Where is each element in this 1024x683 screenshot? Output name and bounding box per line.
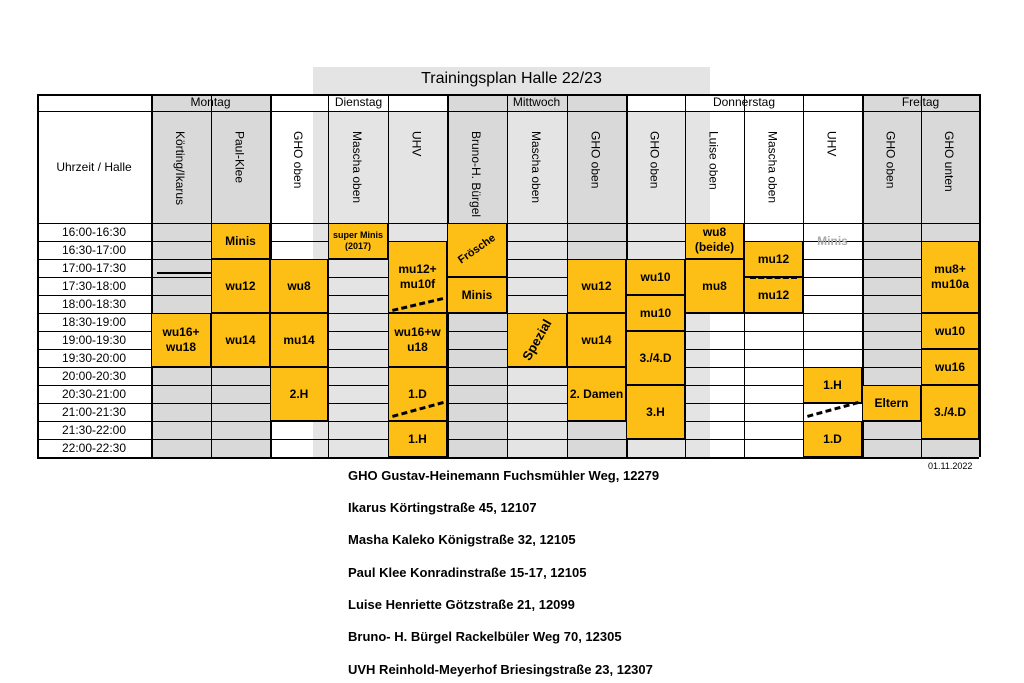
schedule-block-wu14-gho xyxy=(567,313,626,367)
legend-luise: Luise Henriette Götzstraße 21, 12099 xyxy=(348,597,575,612)
schedule-block-eltern xyxy=(862,385,921,421)
block-label: 1.H xyxy=(408,431,427,446)
legend-bruno: Bruno- H. Bürgel Rackelbüler Weg 70, 12305 xyxy=(348,629,622,644)
schedule-block-wu10 xyxy=(626,259,685,295)
block-label: wu14 xyxy=(581,332,612,347)
block-label: 3.H xyxy=(646,404,665,419)
hall-label: UHV xyxy=(409,131,424,157)
schedule-block-h3 xyxy=(626,385,685,439)
hall-label: GHO oben xyxy=(291,131,305,189)
row-line xyxy=(37,259,979,260)
hall-label: Mascha oben xyxy=(350,131,364,204)
block-label: Minis xyxy=(817,233,848,248)
hall-label: Mascha oben xyxy=(765,131,780,204)
schedule-block-damen2 xyxy=(567,367,626,421)
legend-ikarus: Ikarus Körtingstraße 45, 12107 xyxy=(348,500,537,515)
block-label: wu10 xyxy=(640,269,671,284)
legend-masha: Masha Kaleko Königstraße 32, 12105 xyxy=(348,532,576,547)
schedule-block-mu8 xyxy=(685,259,744,313)
schedule-block-minis-paulklee xyxy=(211,223,270,259)
block-label: wu14 xyxy=(225,332,256,347)
mark-line xyxy=(157,272,212,274)
block-label: wu16+w u18 xyxy=(394,325,441,354)
legend-uhv: UVH Reinhold-Meyerhof Briesingstraße 23, 12307 xyxy=(348,662,653,677)
block-label: mu14 xyxy=(283,332,315,347)
schedule-block-mu14 xyxy=(270,313,328,367)
block-label: mu12 xyxy=(757,251,790,266)
schedule-block-froesche xyxy=(447,223,507,277)
time-label: 20:30-21:00 xyxy=(61,387,127,401)
block-label: Frösche xyxy=(455,232,498,267)
schedule-block-mu12-a xyxy=(744,241,803,277)
schedule-block-mu10 xyxy=(626,295,685,331)
time-label: 19:00-19:30 xyxy=(61,333,127,347)
schedule-block-h1-thu xyxy=(803,367,862,403)
day-header-2: Mittwoch xyxy=(447,94,626,111)
time-label: 18:00-18:30 xyxy=(61,297,127,311)
bottom-line xyxy=(37,457,979,459)
block-label: mu8 xyxy=(702,278,727,293)
top-line xyxy=(37,94,979,96)
legend-gho: GHO Gustav-Heinemann Fuchsmühler Weg, 12279 xyxy=(348,468,660,483)
day-header-1: Dienstag xyxy=(270,94,447,111)
date-stamp: 01.11.2022 xyxy=(928,461,973,471)
schedule-block-wu8-gho xyxy=(270,259,328,313)
time-label: 22:00-22:30 xyxy=(61,441,127,455)
hall-label: GHO oben xyxy=(883,131,898,189)
block-label: Eltern xyxy=(874,395,909,410)
hall-label: Luise oben xyxy=(706,131,721,190)
block-label: wu8 xyxy=(287,278,311,293)
schedule-block-wu12-paulklee xyxy=(211,259,270,313)
hall-label: GHO oben xyxy=(588,131,603,189)
schedule-block-wu16-fri xyxy=(921,349,979,385)
time-label: 17:00-17:30 xyxy=(61,261,127,275)
schedule-block-h1-tue xyxy=(388,421,447,457)
schedule-block-d34-thu xyxy=(626,331,685,385)
block-label: 3./4.D xyxy=(639,350,672,365)
page-title: Trainingsplan Halle 22/23 xyxy=(421,70,602,87)
hall-label: Körting/Ikarus xyxy=(173,131,187,206)
schedule-block-mu12-b xyxy=(744,277,803,313)
schedule-block-d34-fri xyxy=(921,385,979,439)
block-label: 1.D xyxy=(408,386,427,401)
time-label: 21:30-22:00 xyxy=(61,423,127,437)
hall-label: Paul-Klee xyxy=(232,131,247,184)
block-label: mu8+ mu10a xyxy=(930,262,970,291)
block-label: 2. Damen xyxy=(569,386,624,401)
hall-label: Mascha oben xyxy=(529,131,543,204)
col-line xyxy=(151,94,153,457)
block-label: mu12+ mu10f xyxy=(398,262,437,291)
block-label: 2.H xyxy=(289,386,309,401)
block-label: Minis xyxy=(461,287,493,302)
hall-label: GHO oben xyxy=(647,131,662,189)
schedule-block-minis-uhv-thu xyxy=(803,223,862,259)
row-line xyxy=(37,277,979,278)
time-label: 16:30-17:00 xyxy=(61,243,127,257)
col-line xyxy=(507,94,508,457)
day-line xyxy=(37,111,979,112)
col-line xyxy=(979,94,981,457)
hall-label: Bruno-H. Bürgel xyxy=(469,131,483,218)
time-label: 16:00-16:30 xyxy=(61,225,127,239)
block-label: 1.D xyxy=(823,431,842,446)
time-label: 17:30-18:00 xyxy=(61,279,127,293)
schedule-block-h2 xyxy=(270,367,328,421)
schedule-block-wu10-fri xyxy=(921,313,979,349)
time-label: 20:00-20:30 xyxy=(61,369,127,383)
schedule-block-wu16wu18-uhv xyxy=(388,313,447,367)
block-label: wu8 (beide) xyxy=(694,225,735,254)
day-header-4: Freitag xyxy=(862,94,979,111)
schedule-block-super-minis xyxy=(328,223,388,259)
corner-label: Uhrzeit / Halle xyxy=(56,160,132,174)
block-label: 3./4.D xyxy=(933,404,966,419)
schedule-block-wu12-gho-mi xyxy=(567,259,626,313)
block-label: 1.H xyxy=(823,377,842,392)
time-label: 18:30-19:00 xyxy=(61,315,127,329)
divider-mu12 xyxy=(750,276,797,279)
schedule-block-spezial xyxy=(507,313,567,367)
block-label: wu16+ wu18 xyxy=(162,325,200,354)
schedule-block-mu8plus xyxy=(921,241,979,313)
time-label: 19:30-20:00 xyxy=(61,351,127,365)
schedule-block-d1-thu xyxy=(803,421,862,457)
block-label: wu16 xyxy=(934,359,965,374)
block-label: super Minis (2017) xyxy=(332,229,383,251)
block-label: mu10 xyxy=(639,305,672,320)
col-line xyxy=(328,94,329,457)
block-label: Spezial xyxy=(518,316,555,363)
col-line xyxy=(37,94,39,457)
row-line xyxy=(37,403,979,404)
day-header-0: Montag xyxy=(151,94,270,111)
schedule-block-wu14-paulklee xyxy=(211,313,270,367)
schedule-block-wu8-luise xyxy=(685,223,744,259)
time-label: 21:00-21:30 xyxy=(61,405,127,419)
day-header-3: Donnerstag xyxy=(626,94,862,111)
legend-paulklee: Paul Klee Konradinstraße 15-17, 12105 xyxy=(348,565,587,580)
block-label: mu12 xyxy=(757,287,790,302)
hall-label: UHV xyxy=(824,131,839,157)
schedule-block-minis-mi xyxy=(447,277,507,313)
hall-label: GHO unten xyxy=(942,131,956,192)
row-line xyxy=(37,295,979,296)
schedule-block-wu16wu18 xyxy=(151,313,211,367)
block-label: wu12 xyxy=(581,278,612,293)
block-label: wu12 xyxy=(225,278,256,293)
block-label: Minis xyxy=(225,233,256,248)
block-label: wu10 xyxy=(934,323,965,338)
